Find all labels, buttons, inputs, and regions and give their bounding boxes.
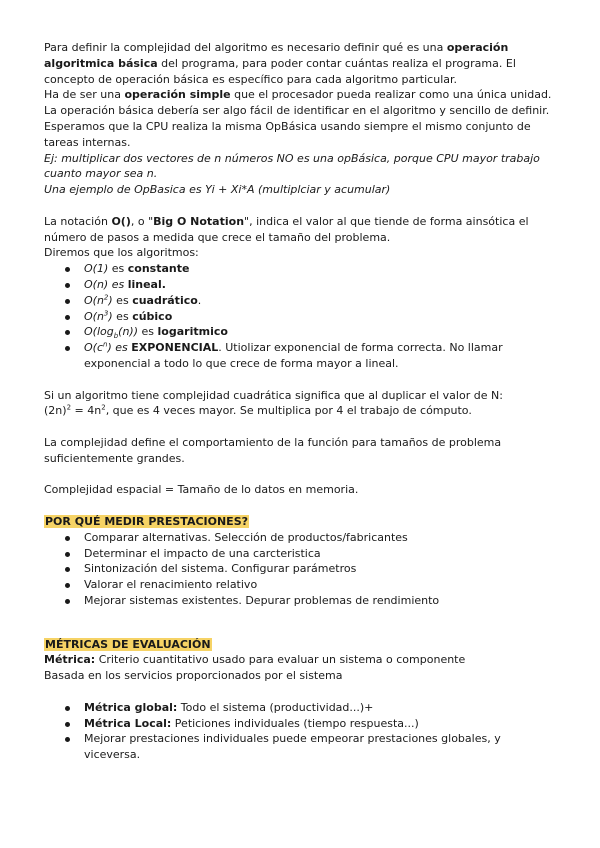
- list-item: Valorar el renacimiento relativo: [44, 577, 559, 593]
- intro-paragraph-1: Para definir la complejidad del algoritmo es necesario definir qué es una operación algoritmica básica del programa, para poder contar cuántas realiza el programa. El concepto de operación básica es específico para cada algoritmo particular.: [44, 41, 516, 86]
- list-item: O(1) es constante: [44, 261, 559, 277]
- list-item: Métrica global: Todo el sistema (productividad...)+: [44, 700, 559, 716]
- behaviour-paragraph: La complejidad define el comportamiento de la función para tamaños de problema suficientemente grandes.: [44, 435, 502, 465]
- list-item: Determinar el impacto de una carcteristica: [44, 546, 559, 562]
- quadratic-line-1: Si un algoritmo tiene complejidad cuadrática significa que al duplicar el valor de N:: [44, 388, 503, 402]
- list-item: Sintonización del sistema. Configurar parámetros: [44, 561, 559, 577]
- complexity-list: [44, 261, 559, 372]
- list-item: $O(n^3)$ es cúbico: [44, 309, 559, 325]
- metric-definition: Métrica: Criterio cuantitativo usado para evaluar un sistema o componente: [44, 653, 466, 667]
- example-not-basic: Ej: multiplicar dos vectores de n números NO es una opBásica, porque CPU mayor trabajo cuanto mayor sea n.: [44, 151, 540, 181]
- prestaciones-list: [44, 530, 559, 609]
- metricas-list: [44, 700, 559, 763]
- list-item: Mejorar prestaciones individuales puede empeorar prestaciones globales, y viceversa.: [44, 731, 559, 763]
- section-heading-metricas: MÉTRICAS DE EVALUACIÓN: [45, 637, 211, 651]
- section-heading-prestaciones: POR QUÉ MEDIR PRESTACIONES?: [45, 514, 248, 528]
- basic-operation-term: operación algoritmica básica: [44, 41, 509, 70]
- simple-operation-term: operación simple: [124, 88, 231, 102]
- big-o-paragraph: La notación O(), o "Big O Notation", indica el valor al que tiende de forma ainsótica el número de pasos a medida que crece el tamaño del problema.: [44, 214, 529, 244]
- spatial-complexity: Complejidad espacial = Tamaño de lo datos en memoria.: [44, 483, 359, 497]
- list-item: $O(n^2)$ es cuadrático.: [44, 293, 559, 309]
- list-item: Mejorar sistemas existentes. Depurar problemas de rendimiento: [44, 593, 559, 609]
- document-page: [44, 40, 559, 763]
- list-item: $O(c^n)$ es EXPONENCIAL. Utiolizar exponencial de forma correcta. No llamar exponencial a todo lo que crece de forma mayor a lineal.: [44, 340, 559, 372]
- intro-paragraph-2: Ha de ser una operación simple que el procesador pueda realizar como una única unidad. La operación básica debería ser algo fácil de identificar en el algoritmo y sencillo de definir.: [44, 88, 552, 118]
- quadratic-line-2: $(2n)^2 = 4n^2$, que es 4 veces mayor. Se multiplica por 4 el trabajo de cómputo.: [44, 403, 472, 418]
- list-item: Comparar alternativas. Selección de productos/fabricantes: [44, 530, 559, 546]
- metric-basis: Basada en los servicios proporcionados por el sistema: [44, 669, 343, 683]
- list-item: O(n) es lineal.: [44, 277, 559, 293]
- example-basic: Una ejemplo de OpBasica es Yi + Xi*A (multiplciar y acumular): [44, 183, 391, 197]
- list-item: $O(\log_b(n))$ es logaritmico: [44, 324, 559, 340]
- complexity-lead: Diremos que los algoritmos:: [44, 246, 199, 260]
- list-item: Métrica Local: Peticiones individuales (tiempo respuesta...): [44, 716, 559, 732]
- intro-paragraph-3: Esperamos que la CPU realiza la misma OpBásica usando siempre el mismo conjunto de tareas internas.: [44, 119, 531, 149]
